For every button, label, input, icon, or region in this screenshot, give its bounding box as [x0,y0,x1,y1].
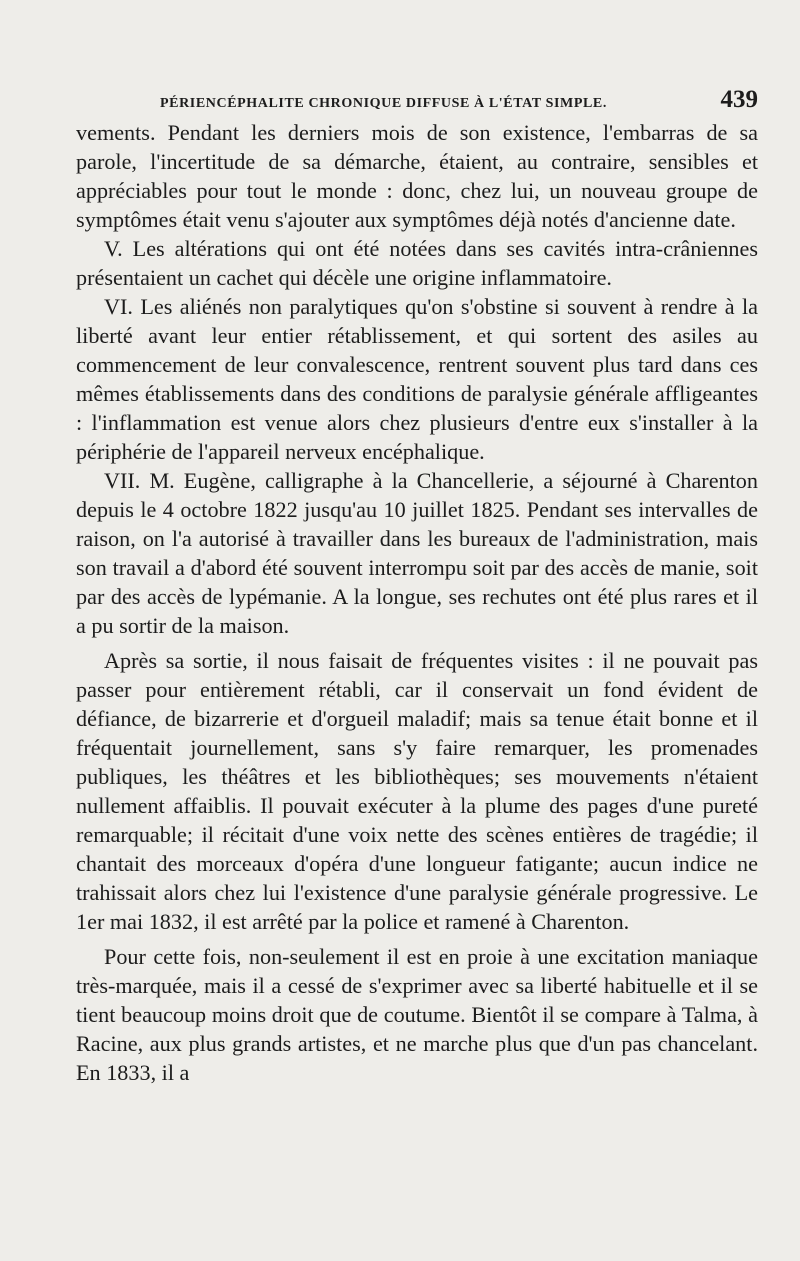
body-text [76,118,758,1087]
paragraph-6: Pour cette fois, non-seulement il est en proie à une excitation maniaque très-marquée, mais il a cessé de s'exprimer avec sa liberté habituelle et il se tient beaucoup moins droit que de coutume. Bientôt il se compare à Talma, à Racine, aux plus grands artistes, et ne marche plus que d'un pas chancelant. En 1833, il a [76,944,758,1085]
running-title: PÉRIENCÉPHALITE CHRONIQUE DIFFUSE À L'ÉTAT SIMPLE. [160,96,607,111]
paragraph-5: Après sa sortie, il nous faisait de fréquentes visites : il ne pouvait pas passer pour entièrement rétabli, car il conservait un fond évident de défiance, de bizarrerie et d'orgueil maladif; mais sa tenue était bonne et il fréquentait journellement, sans s'y faire remarquer, les promenades publiques, les théâtres et les bibliothèques; ses mouvements n'étaient nullement affaiblis. Il pouvait exécuter à la plume des pages d'une pureté remarquable; il récitait d'une voix nette des scènes entières de tragédie; il chantait des morceaux d'opéra d'une longueur fatigante; aucun indice ne trahissait alors chez lui l'existence d'une paralysie générale progressive. Le 1er mai 1832, il est arrêté par la police et ramené à Charenton. [76,648,758,934]
paragraph-2: V. Les altérations qui ont été notées dans ses cavités intra-crâniennes présentaient un cachet qui décèle une origine inflammatoire. [76,236,758,290]
paragraph-1: vements. Pendant les derniers mois de son existence, l'embarras de sa parole, l'incertitude de sa démarche, étaient, au contraire, sensibles et appréciables pour tout le monde : donc, chez lui, un nouveau groupe de symptômes était venu s'ajouter aux symptômes déjà notés d'ancienne date. [76,120,758,232]
paragraph-4: VII. M. Eugène, calligraphe à la Chancellerie, a séjourné à Charenton depuis le 4 octobre 1822 jusqu'au 10 juillet 1825. Pendant ses intervalles de raison, on l'a autorisé à travailler dans les bureaux de l'administration, mais son travail a d'abord été souvent interrompu soit par des accès de manie, soit par des accès de lypémanie. A la longue, ses rechutes ont été plus rares et il a pu sortir de la maison. [76,468,758,638]
paragraph-3: VI. Les aliénés non paralytiques qu'on s'obstine si souvent à rendre à la liberté avant leur entier rétablissement, et qui sortent des asiles au commencement de leur convalescence, rentrent souvent plus tard dans ces mêmes établissements dans des conditions de paralysie générale affligeantes : l'inflammation est venue alors chez plusieurs d'entre eux s'installer à la périphérie de l'appareil nerveux encéphalique. [76,294,758,464]
page-number: 439 [720,86,758,113]
running-head [160,86,758,113]
